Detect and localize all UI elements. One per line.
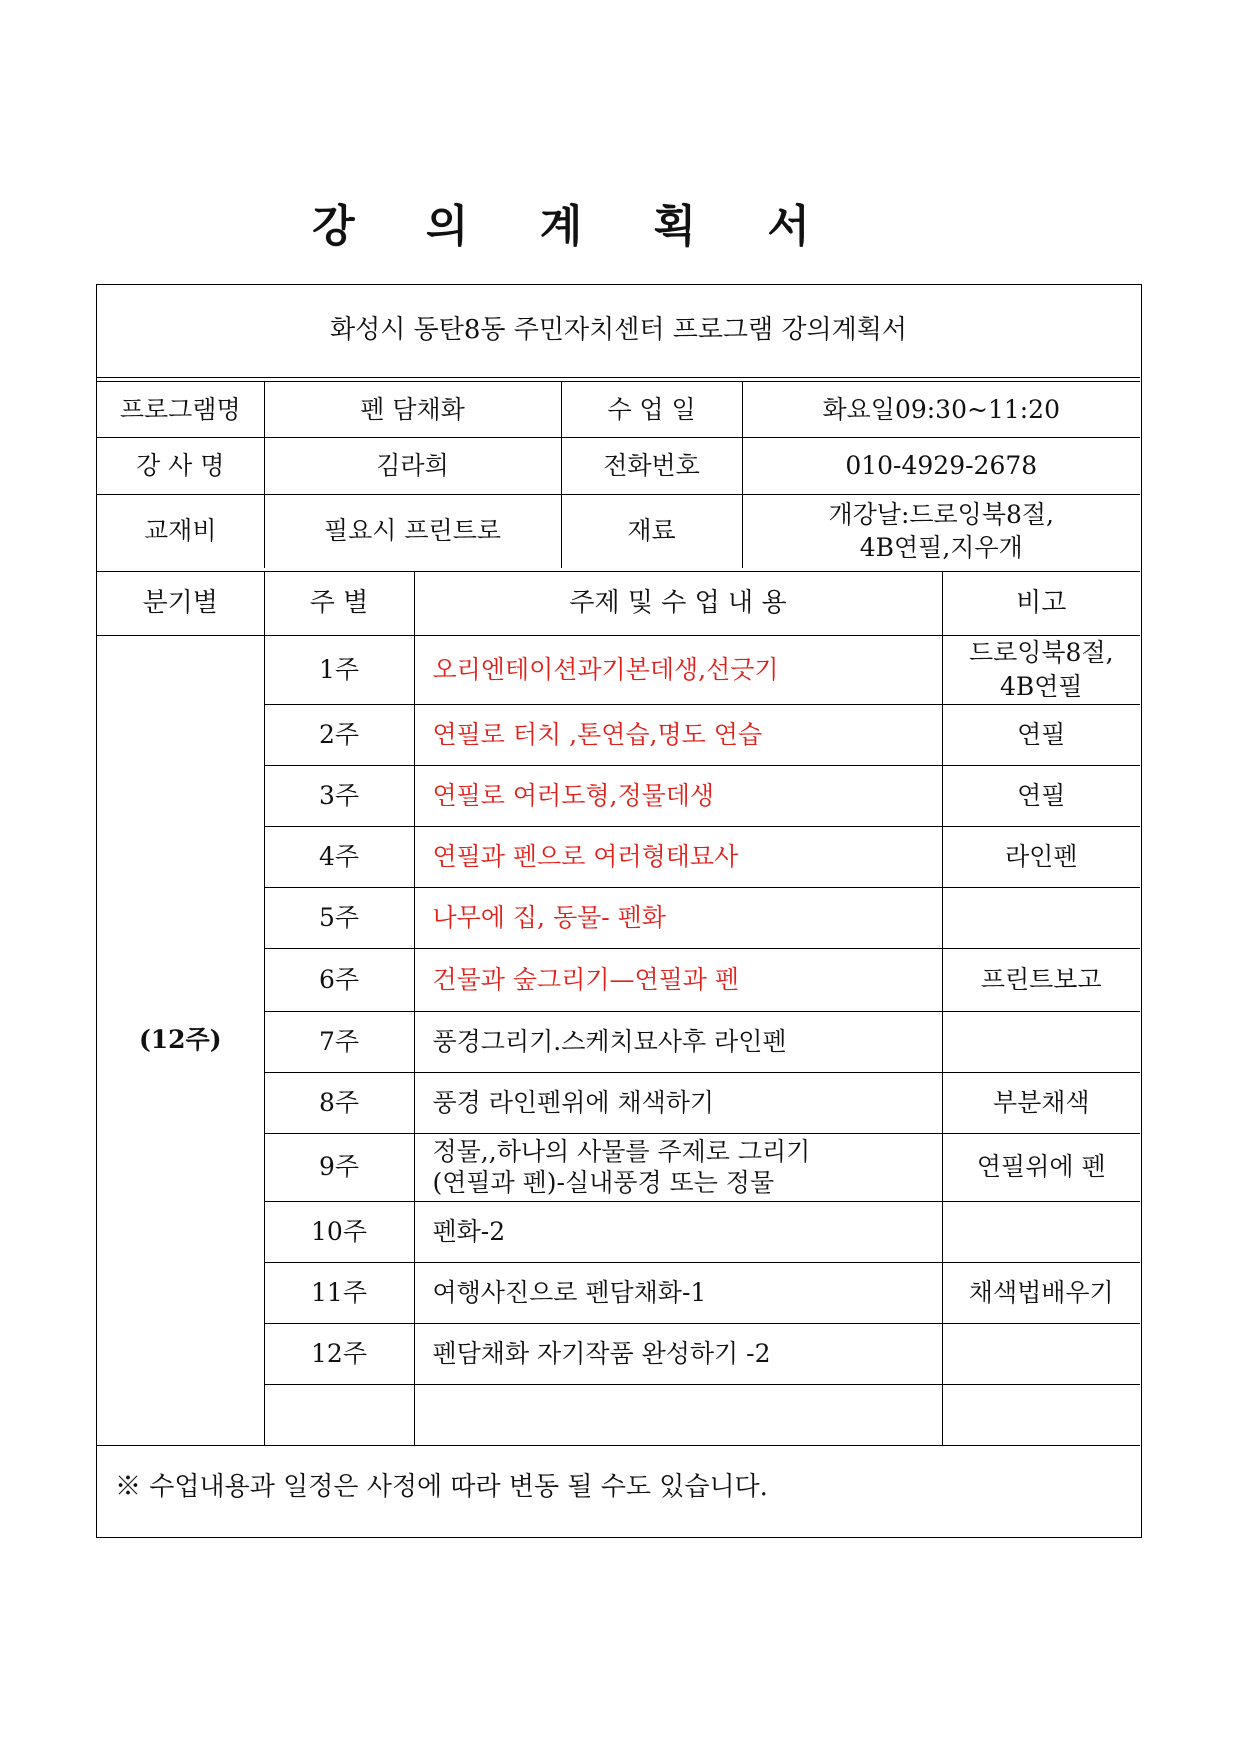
topic-cell: 오리엔테이션과기본데생,선긋기	[414, 636, 942, 705]
note-cell: 연필위에 펜	[942, 1133, 1140, 1201]
week-cell: 8주	[264, 1072, 414, 1133]
topic-line-2: (연필과 펜)-실내풍경 또는 정물	[432, 1168, 775, 1197]
quarter-cell: (12주)	[97, 636, 264, 1446]
topic-cell-empty	[414, 1384, 942, 1445]
footer-note: ※ 수업내용과 일정은 사정에 따라 변동 될 수도 있습니다.	[97, 1445, 1140, 1529]
note-cell	[942, 1323, 1140, 1384]
materials-label: 재료	[561, 495, 742, 568]
note-cell: 채색법배우기	[942, 1262, 1140, 1323]
textbook-label: 교재비	[97, 495, 264, 568]
note-cell	[942, 1201, 1140, 1262]
materials-line-2: 4B연필,지우개	[859, 533, 1023, 563]
note-cell	[942, 1011, 1140, 1072]
instructor-value: 김라희	[264, 438, 561, 495]
textbook-value: 필요시 프린트로	[264, 495, 561, 568]
topic-cell: 펜화-2	[414, 1201, 942, 1262]
note-cell: 프린트보고	[942, 948, 1140, 1011]
topic-cell: 연필로 여러도형,정물데생	[414, 765, 942, 826]
note-cell-empty	[942, 1384, 1140, 1445]
week-cell: 10주	[264, 1201, 414, 1262]
instructor-label: 강 사 명	[97, 438, 264, 495]
program-value: 펜 담채화	[264, 382, 561, 438]
topic-cell: 연필로 터치 ,톤연습,명도 연습	[414, 704, 942, 765]
week-cell: 5주	[264, 887, 414, 948]
note-cell: 부분채색	[942, 1072, 1140, 1133]
note-cell: 연필	[942, 765, 1140, 826]
week-cell: 7주	[264, 1011, 414, 1072]
note-line-2: 4B연필	[999, 671, 1083, 701]
header-table	[97, 285, 1140, 378]
col-note: 비고	[942, 572, 1140, 636]
class-day-label: 수 업 일	[561, 382, 742, 438]
phone-label: 전화번호	[561, 438, 742, 495]
week-cell: 11주	[264, 1262, 414, 1323]
week-cell-empty	[264, 1384, 414, 1445]
program-label: 프로그램명	[97, 382, 264, 438]
col-topic: 주제 및 수 업 내 용	[414, 572, 942, 636]
materials-line-1: 개강날:드로잉북8절,	[828, 499, 1054, 529]
note-cell: 라인펜	[942, 826, 1140, 887]
col-quarter: 분기별	[97, 572, 264, 636]
week-cell: 12주	[264, 1323, 414, 1384]
week-cell: 2주	[264, 704, 414, 765]
topic-cell: 연필과 펜으로 여러형태묘사	[414, 826, 942, 887]
week-cell: 1주	[264, 636, 414, 705]
note-line-1: 드로잉북8절,	[968, 638, 1114, 667]
document-header: 화성시 동탄8동 주민자치센터 프로그램 강의계획서	[97, 285, 1140, 377]
topic-cell: 풍경 라인펜위에 채색하기	[414, 1072, 942, 1133]
topic-cell: 건물과 숲그리기—연필과 펜	[414, 948, 942, 1011]
plan-frame	[96, 284, 1142, 1538]
col-week: 주 별	[264, 572, 414, 636]
topic-cell: 펜담채화 자기작품 완성하기 -2	[414, 1323, 942, 1384]
week-cell: 4주	[264, 826, 414, 887]
week-cell: 3주	[264, 765, 414, 826]
topic-cell: 나무에 집, 동물- 펜화	[414, 887, 942, 948]
info-table	[97, 381, 1140, 568]
note-cell	[942, 887, 1140, 948]
class-day-value: 화요일09:30~11:20	[742, 382, 1140, 438]
topic-cell: 풍경그리기.스케치묘사후 라인펜	[414, 1011, 942, 1072]
topic-cell: 여행사진으로 펜담채화-1	[414, 1262, 942, 1323]
week-cell: 9주	[264, 1133, 414, 1201]
topic-line-1: 정물,,하나의 사물를 주제로 그리기	[432, 1136, 811, 1166]
schedule-table	[97, 571, 1140, 1529]
page-title: 강 의 계 획 서	[312, 201, 838, 252]
phone-value: 010-4929-2678	[742, 438, 1140, 495]
note-cell	[942, 636, 1140, 705]
week-cell: 6주	[264, 948, 414, 1011]
materials-value	[742, 495, 1140, 568]
note-cell: 연필	[942, 704, 1140, 765]
topic-cell	[414, 1133, 942, 1201]
